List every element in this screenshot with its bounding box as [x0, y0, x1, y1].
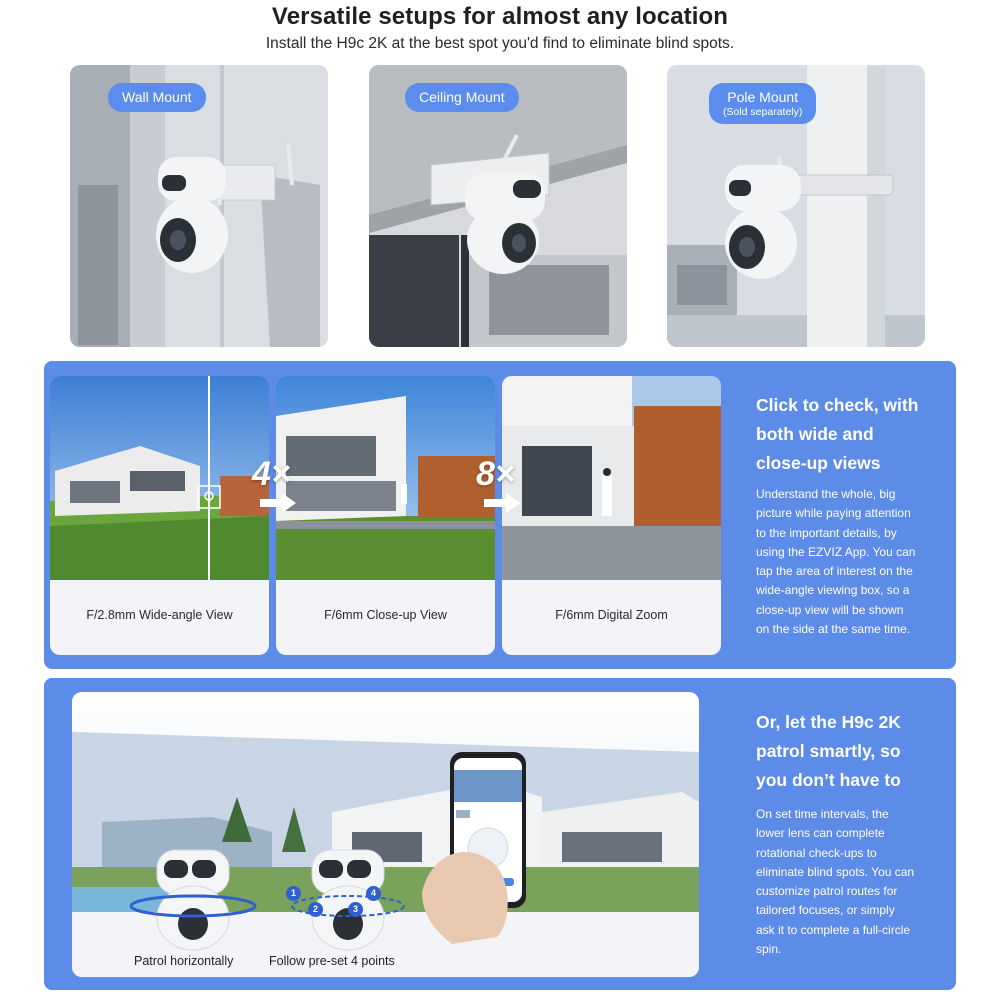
views-description-line: to the important details, by [756, 525, 897, 540]
views-heading-line: both wide and [756, 424, 874, 444]
wide-angle-view-label: F/2.8mm Wide-angle View [86, 608, 233, 622]
wall-mount-label-text: Wall Mount [122, 89, 192, 105]
digital-zoom-label: F/6mm Digital Zoom [555, 608, 668, 622]
patrol-card [72, 692, 699, 977]
patrol-horizontal-label: Patrol horizontally [134, 954, 234, 968]
patrol-point-2: 2 [308, 902, 323, 917]
views-description-line: picture while paying attention [756, 506, 911, 521]
patrol-panel [44, 678, 956, 990]
zoom-4x-mark: 4× [252, 455, 291, 493]
views-description-line: using the EZVIZ App. You can [756, 544, 916, 559]
patrol-preset-label: Follow pre-set 4 points [269, 954, 395, 968]
views-heading-line: Click to check, with [756, 395, 919, 415]
views-heading-line: close-up views [756, 453, 881, 473]
views-heading [756, 391, 918, 478]
view-card-wide [50, 376, 269, 655]
arrow-right-icon [484, 493, 520, 513]
views-description-line: on the side at the same time. [756, 622, 911, 637]
zoom-8x-mark: 8× [476, 455, 515, 493]
patrol-description-line: customize patrol routes for [756, 884, 898, 899]
closeup-view-label: F/6mm Close-up View [324, 608, 447, 622]
ceiling-mount-label [405, 83, 519, 112]
patrol-description-line: ask it to complete a full-circle [756, 922, 911, 937]
closeup-view-image [276, 376, 495, 580]
wall-mount-label [108, 83, 206, 112]
views-description [756, 485, 915, 639]
patrol-heading-line: Or, let the H9c 2K [756, 712, 901, 732]
patrol-point-1: 1 [286, 886, 301, 901]
digital-zoom-image [502, 376, 721, 580]
pole-mount-label [709, 83, 816, 124]
patrol-point-4: 4 [366, 886, 381, 901]
views-description-line: wide-angle viewing box, so a [756, 583, 910, 598]
view-card-digital-zoom [502, 376, 721, 655]
patrol-heading [756, 708, 901, 795]
pole-mount-label-text: Pole Mount [727, 89, 799, 105]
mount-card-pole [667, 65, 925, 347]
patrol-description-line: tailored focuses, or simply [756, 903, 895, 918]
page-title: Versatile setups for almost any location [271, 3, 729, 30]
ceiling-mount-label-text: Ceiling Mount [419, 89, 505, 105]
mount-card-wall [70, 65, 328, 347]
mount-card-ceiling [369, 65, 627, 347]
patrol-description-line: eliminate blind spots. You can [756, 864, 915, 879]
pole-mount-sublabel: (Sold separately) [723, 105, 803, 118]
patrol-point-3: 3 [348, 902, 363, 917]
patrol-description [756, 805, 914, 959]
patrol-description-line: lower lens can complete [756, 826, 885, 841]
wide-angle-view-image [50, 376, 269, 580]
patrol-heading-line: you don’t have to [756, 770, 901, 790]
patrol-scene-image [72, 692, 699, 977]
patrol-heading-line: patrol smartly, so [756, 741, 901, 761]
views-panel [44, 361, 956, 669]
page-subtitle: Install the H9c 2K at the best spot you'd find to eliminate blind spots. [265, 35, 735, 52]
views-description-line: tap the area of interest on the [756, 564, 913, 579]
views-description-line: close-up view will be shown [756, 602, 904, 617]
patrol-description-line: rotational check-ups to [756, 845, 877, 860]
view-card-closeup [276, 376, 495, 655]
arrow-right-icon [260, 493, 296, 513]
patrol-description-line: On set time intervals, the [756, 807, 889, 821]
patrol-description-line: spin. [756, 942, 782, 957]
views-description-line: Understand the whole, big [756, 487, 896, 501]
